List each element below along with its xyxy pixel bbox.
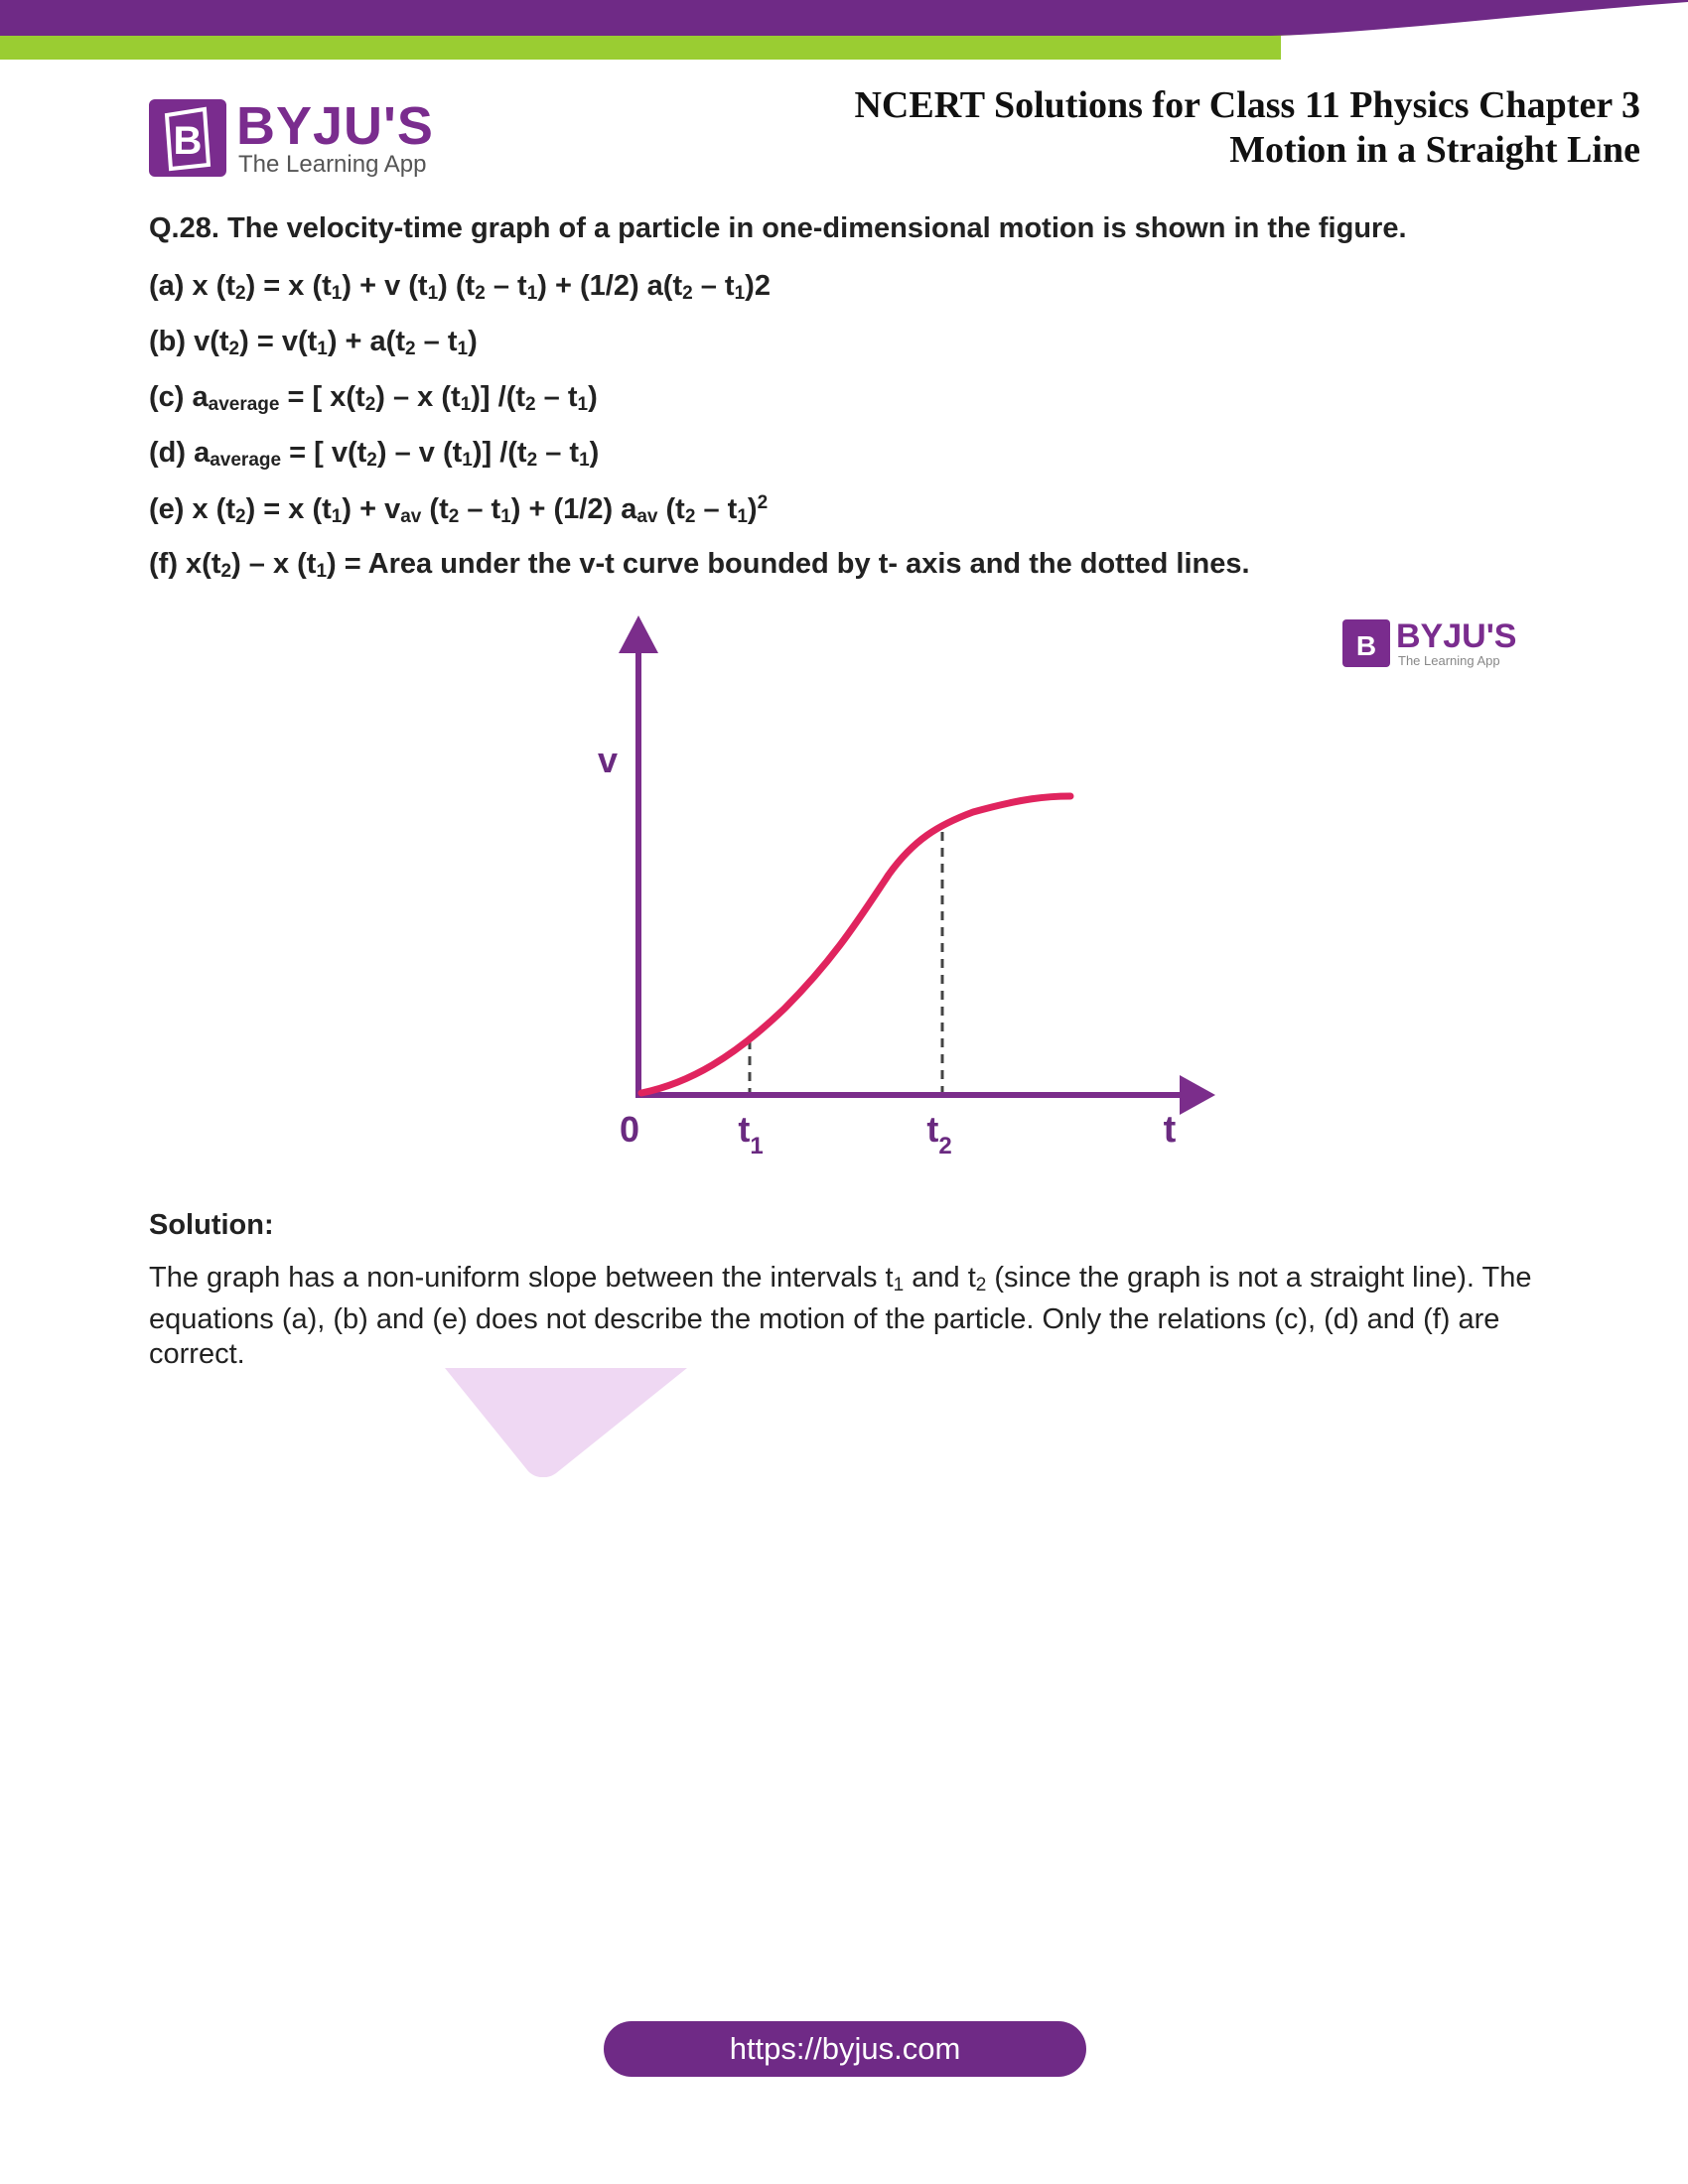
option-f: (f) $x(t_2)$ – x $(t_1)$ = Area under the v-t curve bounded by t- axis and the dotted lines. <box>149 548 1250 582</box>
velocity-curve <box>641 796 1070 1093</box>
title-line-1: NCERT Solutions for Class 11 Physics Chapter 3 <box>854 84 1640 126</box>
question-title: Q.28. The velocity-time graph of a particle in one-dimensional motion is shown in the figure. <box>149 212 1407 244</box>
t-axis-arrowhead <box>1180 1075 1215 1115</box>
logo-tagline: The Learning App <box>238 151 427 178</box>
byjus-b-logo-icon <box>149 99 226 177</box>
option-d: (d) $a_{average}$ = [ $v(t_2)$ – v $(t_1)$] $/(t_2 - t_1)$ <box>149 437 600 471</box>
option-c: (c) $a_{average}$ = [ $x(t_2)$ – x $(t_1)$] $/(t_2 - t_1)$ <box>149 381 598 415</box>
byjus-logo[interactable] <box>149 97 447 179</box>
velocity-time-graph <box>149 602 1559 1187</box>
option-a: (a) x $(t_2) = x$ $(t_1) + v$ $(t_1)$ $(t_2 - t_1) + (1/2)$ $a(t_2 - t_1)2$ <box>149 270 771 304</box>
figure-logo-tagline: The Learning App <box>1398 653 1500 668</box>
figure-byjus-logo <box>1342 617 1516 668</box>
solution-heading: Solution: <box>149 1209 274 1241</box>
origin-label: 0 <box>619 1109 640 1150</box>
t2-label: $t_2$ <box>926 1109 952 1160</box>
watermark-shape <box>437 1368 695 1477</box>
page-title <box>854 83 1640 173</box>
option-b: (b) $v(t_2) = v(t_1) + a(t_2 - t_1)$ <box>149 326 478 359</box>
logo-name: BYJU'S <box>236 96 434 156</box>
footer-url-link[interactable]: https://byjus.com <box>604 2021 1086 2077</box>
svg-text:B: B <box>173 119 203 163</box>
t1-label: $t_1$ <box>738 1109 764 1160</box>
t-axis-label: t <box>1163 1109 1177 1151</box>
svg-text:B: B <box>1355 630 1377 661</box>
figure-logo-name: BYJU'S <box>1396 617 1517 655</box>
header-band <box>0 0 1688 60</box>
solution-text: The graph has a non-uniform slope between the intervals $t_1$ and $t_2$ (since the graph is not a straight line). The equations (a), (b) and (e) does not describe the motion of the particle. Only the relations (c), (d) and (f) are correct. <box>149 1262 1532 1370</box>
title-line-2: Motion in a Straight Line <box>1229 129 1640 171</box>
v-axis-label: v <box>597 740 619 780</box>
v-axis-arrowhead <box>619 615 658 653</box>
option-e: (e) x $(t_2) = x$ $(t_1) + v_{av}$ $(t_2 - t_1) + (1/2)$ $a_{av}$ $(t_2 - t_1)^2$ <box>149 492 769 527</box>
